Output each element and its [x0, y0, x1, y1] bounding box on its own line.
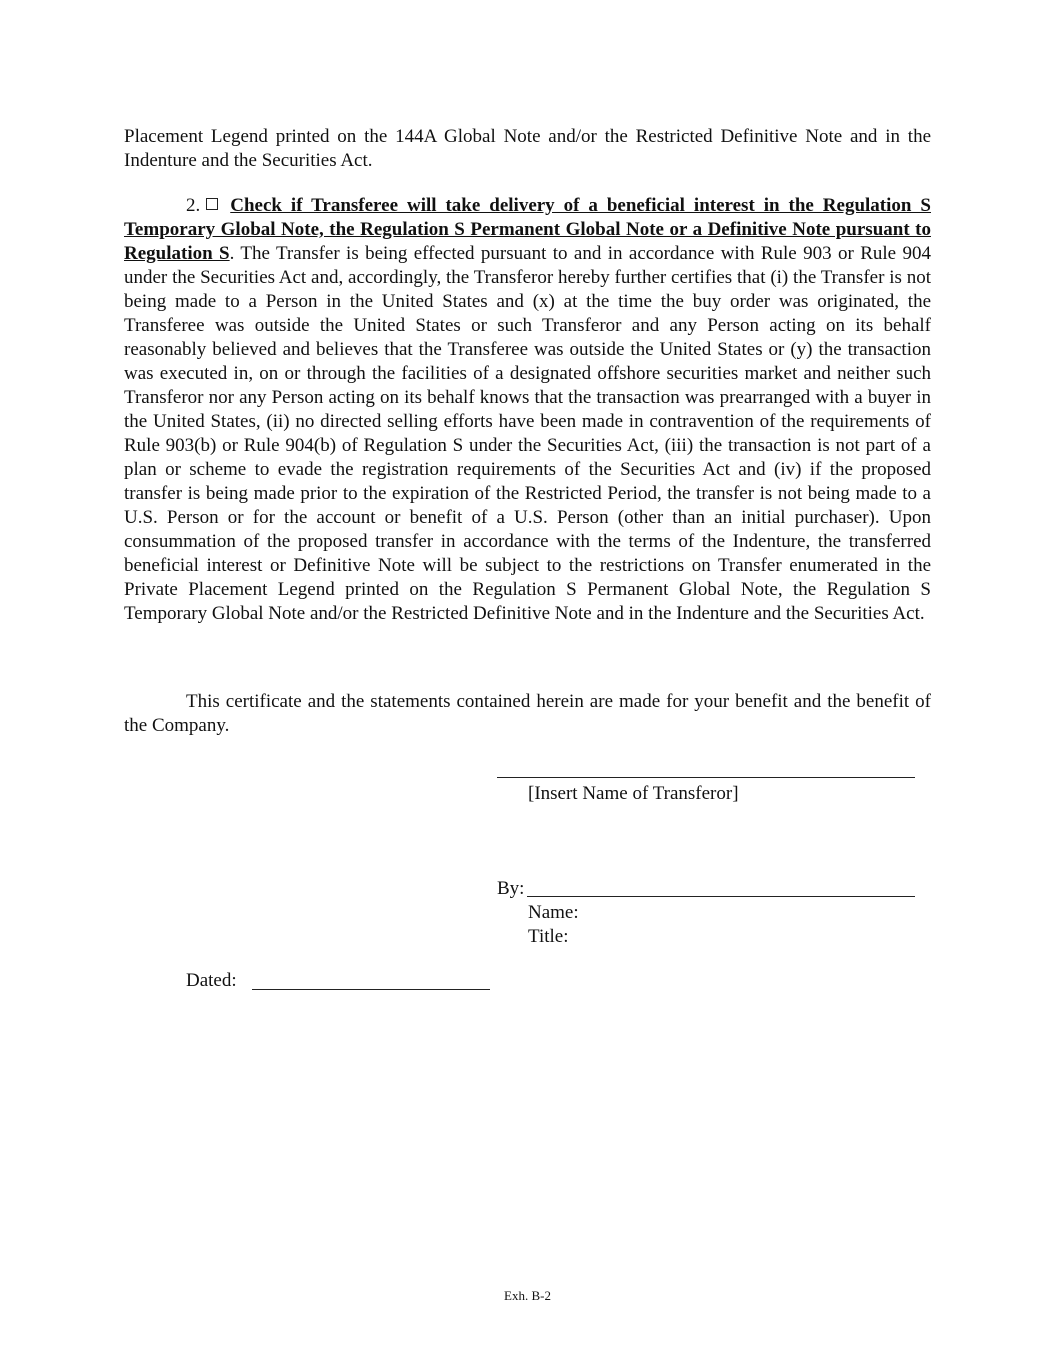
name-label: Name: [528, 902, 579, 923]
section-2-body: The Transfer is being effected pursuant to and in accordance with Rule 903 or Rule 904 under the Securities Act and, accordingly, the Transferor hereby further certifies that (i) the Transfer is not being made to a Person in the United States and (x) at the time the buy order was originated, the Transferee was outside the United States or such Transferor and any Person acting on its behalf reasonably believed and believes that the Transferee was outside the United States or (y) the transaction was executed in, on or through the facilities of a designated offshore securities market and neither such Transferor nor any Person acting on its behalf knows that the transaction was prearranged with a buyer in the United States, (ii) no directed selling efforts have been made in contravention of the requirements of Rule 903(b) or Rule 904(b) of Regulation S under the Securities Act, (iii) the transaction is not part of a plan or scheme to evade the registration requirements of the Securities Act and (iv) if the proposed transfer is being made prior to the expiration of the Restricted Period, the transfer is not being made to a U.S. Person or for the account or benefit of a U.S. Person (other than an initial purchaser). Upon consummation of the proposed transfer in accordance with the terms of the Indenture, the transferred beneficial interest or Definitive Note will be subject to the restrictions on Transfer enumerated in the Private Placement Legend printed on the Regulation S Permanent Global Note, the Regulation S Temporary Global Note and/or the Restricted Definitive Note and in the Indenture and the Securities Act. [124, 243, 931, 624]
by-label: By: [497, 878, 525, 899]
section-2-heading-end: . [229, 243, 235, 264]
dated-label: Dated: [186, 970, 237, 991]
date-line [252, 989, 490, 990]
section-2-paragraph [124, 194, 931, 626]
by-signature-line [527, 896, 915, 897]
empty-checkbox-icon[interactable] [206, 198, 218, 210]
continuation-paragraph: Placement Legend printed on the 144A Global Note and/or the Restricted Definitive Note and in the Indenture and the Securities Act. [124, 126, 931, 171]
transferor-signature-line [497, 777, 915, 778]
closing-paragraph: This certificate and the statements contained herein are made for your benefit and the benefit of the Company. [124, 691, 931, 736]
page-footer: Exh. B-2 [504, 1288, 551, 1303]
title-label: Title: [528, 926, 569, 947]
transferor-name-placeholder: [Insert Name of Transferor] [528, 783, 739, 804]
section-number: 2. [186, 195, 201, 216]
section-2-heading: Check if Transferee will take delivery of a beneficial interest in the Regulation S Temporary Global Note, the Regulation S Permanent Global Note or a Definitive Note pursuant to Regulation S [124, 195, 931, 264]
